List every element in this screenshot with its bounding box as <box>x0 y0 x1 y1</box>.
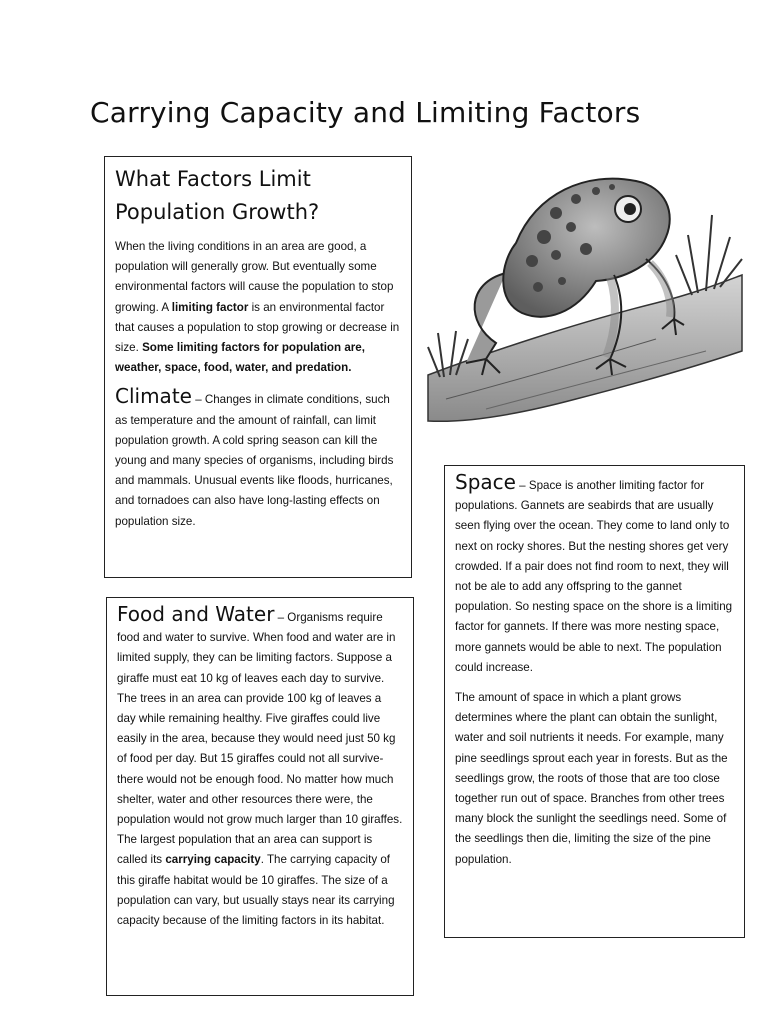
climate-text: – Changes in climate conditions, such as temperature and the amount of rainfall, can limit population growth. A cold spring season can kill the young and many species of organisms, including birds and mammals. Unusual events like floods, hurricanes, and tornadoes can also have long-lasting effects on population size. <box>115 393 394 528</box>
space-text: – Space is another limiting factor for populations. Gannets are seabirds that are usually seen flying over the ocean. They come to land only to next on rocky shores. But the nesting shores get very crowded. If a pair does not find room to next, they will not be ale to add any offspring to the gannet population. So nesting space on the shore is a limiting factor for gannets. If there was more nesting space, more gannets would be able to next. The population could increase. <box>455 479 733 674</box>
food-water-run: – Organisms require food and water to survive. When food and water are in limited supply, they can be limiting factors. Suppose a giraffe must eat 10 kg of leaves each day to survive. The trees in an area can provide 100 kg of leaves a day while remaining healthy. Five giraffes could live easily in the area, because they would need just 50 kg of food per day. But 15 giraffes could not all survive-there would not be enough food. No matter how much shelter, water and other resources there were, the population would not grow much larger than 10 giraffes. The largest population that an area can support is called its <box>117 611 403 867</box>
space-paragraph <box>455 472 734 678</box>
space-box <box>444 465 745 938</box>
food-water-run: . The carrying capacity of this giraffe habitat would be 10 giraffes. The size of a population can vary, but usually stays near its carrying capacity because of the limiting factors in its habitat. <box>117 853 395 928</box>
frog-on-log-icon <box>426 163 744 423</box>
population-growth-intro <box>115 237 401 378</box>
space-heading: Space <box>455 470 516 494</box>
food-water-heading: Food and Water <box>117 602 275 626</box>
intro-run: When the living conditions in an area are good, a population will generally grow. But eventually some environmental factors will cause the population to stop growing. A <box>115 240 394 314</box>
population-growth-box <box>104 156 412 578</box>
intro-run: Some limiting factors for population are, weather, space, food, water, and predation. <box>115 341 365 375</box>
plant-space-paragraph: The amount of space in which a plant grows determines where the plant can obtain the sunlight, water and soil nutrients it needs. For example, many pine seedlings sprout each year in forests. But as the seedlings grow, the roots of those that are too close together run out of space. Branches from other trees many block the sunlight the seedlings need. Some of the seedlings then die, limiting the size of the pine population. <box>455 691 728 866</box>
food-water-box <box>106 597 414 996</box>
intro-run: is an environmental factor that causes a population to stop growing or decrease in size. <box>115 300 400 355</box>
intro-run: limiting factor <box>171 300 249 314</box>
climate-heading: Climate <box>115 384 192 409</box>
climate-paragraph <box>115 386 401 531</box>
page-title: Carrying Capacity and Limiting Factors <box>90 96 641 129</box>
food-water-paragraph <box>117 604 403 931</box>
food-water-run: carrying capacity <box>165 853 261 867</box>
population-growth-heading: What Factors Limit Population Growth? <box>115 167 320 224</box>
